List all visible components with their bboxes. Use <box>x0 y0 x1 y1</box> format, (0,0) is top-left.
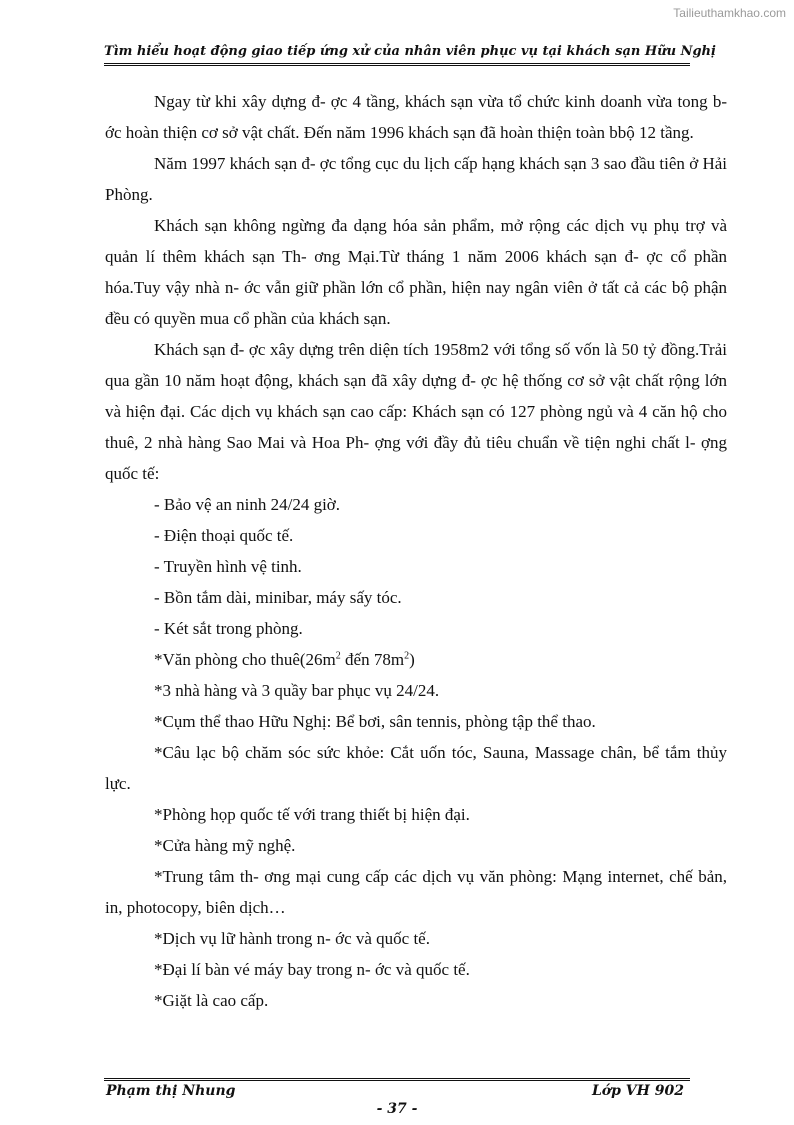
list-item: *Trung tâm th- ơng mại cung cấp các dịch vụ văn phòng: Mạng internet, chế bản, in, photocopy, biên dịch… <box>105 867 727 917</box>
office-text: *Văn phòng cho thuê(26m <box>154 650 336 669</box>
page-footer <box>104 1078 690 1125</box>
paragraph: Ngay từ khi xây dựng đ- ợc 4 tầng, khách sạn vừa tổ chức kinh doanh vừa tong b- ớc hoàn thiện cơ sở vật chất. Đến năm 1996 khách sạn đã hoàn thiện toàn bbộ 12 tầng. <box>105 92 727 142</box>
list-item: *Phòng họp quốc tế với trang thiết bị hiện đại. <box>154 805 470 824</box>
list-item: *Giặt là cao cấp. <box>154 991 269 1010</box>
office-text: đến 78m <box>340 650 405 669</box>
superscript: 2 <box>335 650 341 662</box>
page-number: - 37 - <box>376 1101 418 1117</box>
list-item: - Truyền hình vệ tinh. <box>154 557 302 576</box>
paragraph: Khách sạn đ- ợc xây dựng trên diện tích 1958m2 với tổng số vốn là 50 tỷ đồng.Trải qua gần 10 năm hoạt động, khách sạn đã xây dựng đ- ợc hệ thống cơ sở vật chất rộng lớn và hiện đại. Các dịch vụ khách sạn cao cấp: Khách sạn có 127 phòng ngủ và 4 căn hộ cho thuê, 2 nhà hàng Sao Mai và Hoa Ph- ợng với đầy đủ tiêu chuẩn về tiện nghi chất l- ợng quốc tế: <box>105 340 727 483</box>
list-item: *Cụm thể thao Hữu Nghị: Bể bơi, sân tennis, phòng tập thể thao. <box>154 712 596 731</box>
page-header <box>104 44 716 66</box>
document-body <box>105 86 727 1016</box>
list-item-office-rental <box>105 644 727 675</box>
footer-author: Phạm thị Nhung <box>106 1083 236 1099</box>
superscript: 2 <box>404 650 410 662</box>
office-text: ) <box>409 650 415 669</box>
list-item: *Đại lí bàn vé máy bay trong n- ớc và quốc tế. <box>154 960 470 979</box>
paragraph: Năm 1997 khách sạn đ- ợc tổng cục du lịch cấp hạng khách sạn 3 sao đầu tiên ở Hải Phòng. <box>105 154 727 204</box>
list-item: *Dịch vụ lữ hành trong n- ớc và quốc tế. <box>154 929 430 948</box>
footer-class: Lớp VH 902 <box>591 1083 684 1099</box>
list-item: - Két sắt trong phòng. <box>154 619 303 638</box>
watermark: Tailieuthamkhao.com <box>673 6 786 20</box>
list-item: *Câu lạc bộ chăm sóc sức khỏe: Cắt uốn tóc, Sauna, Massage chân, bể tắm thủy lực. <box>105 743 727 793</box>
list-item: - Bồn tắm dài, minibar, máy sấy tóc. <box>154 588 402 607</box>
header-title: Tìm hiểu hoạt động giao tiếp ứng xử của nhân viên phục vụ tại khách sạn Hữu Nghị <box>104 44 716 59</box>
paragraph: Khách sạn không ngừng đa dạng hóa sản phẩm, mở rộng các dịch vụ phụ trợ và quản lí thêm khách sạn Th- ơng Mại.Từ tháng 1 năm 2006 khách sạn đ- ợc cổ phần hóa.Tuy vậy nhà n- ớc vẫn giữ phần lớn cổ phần, hiện nay ngân viên ở tất cả các bộ phận đều có quyền mua cổ phần của khách sạn. <box>105 216 727 328</box>
list-item: - Điện thoại quốc tế. <box>154 526 294 545</box>
list-item: *3 nhà hàng và 3 quầy bar phục vụ 24/24. <box>154 681 440 700</box>
list-item: *Cửa hàng mỹ nghệ. <box>154 836 296 855</box>
list-item: - Bảo vệ an ninh 24/24 giờ. <box>154 495 341 514</box>
